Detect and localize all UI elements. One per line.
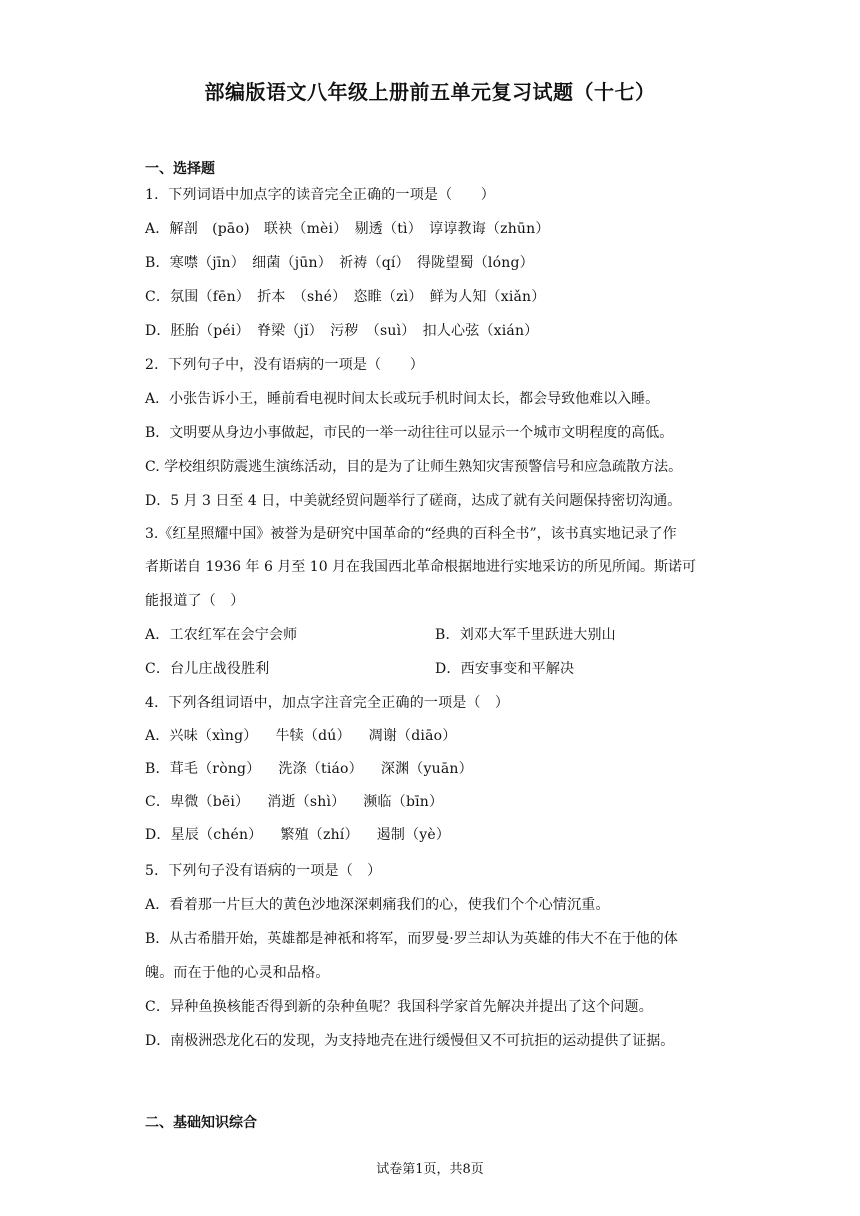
question-3-option-c: C．台儿庄战役胜利: [145, 661, 270, 677]
question-3-stem-line-1: 3.《红星照耀中国》被誉为是研究中国革命的“经典的百科全书”，该书真实地记录了作: [145, 526, 677, 542]
question-3-options-row-1: [145, 626, 725, 644]
option-label: A．: [145, 728, 170, 744]
question-4-option-c: [145, 793, 725, 811]
question-3-stem-line-3: 能报道了（ ）: [145, 593, 245, 609]
option-label: D．: [145, 827, 171, 843]
question-3-option-d: D．西安事变和平解决: [435, 661, 575, 677]
word-3: 深渊（yuān）: [380, 761, 473, 777]
word-3: 凋谢（diāo）: [368, 728, 457, 744]
word-3: 遏制（yè）: [376, 827, 451, 843]
question-1-option-b: B．寒噤（jīn） 细菌（jūn） 祈祷（qí） 得陇望蜀（lóng）: [145, 255, 534, 271]
question-1-option-d: D．胚胎（péi） 脊梁（jǐ） 污秽 （suì） 扣人心弦（xián）: [145, 323, 539, 339]
question-1-stem: 1．下列词语中加点字的读音完全正确的一项是（ ）: [145, 187, 495, 203]
question-2-stem: 2．下列句子中，没有语病的一项是（ ）: [145, 357, 424, 373]
question-1-option-a: A．解剖 (pāo) 联袂（mèi） 剔透（tì） 谆谆教诲（zhūn）: [145, 221, 550, 237]
question-2-option-b: B．文明要从身边小事做起，市民的一举一动往往可以显示一个城市文明程度的高低。: [145, 425, 674, 441]
question-5-option-b-line-1: B．从古希腊开始，英雄都是神祇和将军，而罗曼·罗兰却认为英雄的伟大不在于他的体: [145, 931, 678, 947]
question-1-option-c: C．氛围（fēn） 折本 （shé） 恣睢（zì） 鲜为人知（xiǎn）: [145, 289, 546, 305]
question-5-option-d: D．南极洲恐龙化石的发现，为支持地壳在进行缓慢但又不可抗拒的运动提供了证据。: [145, 1033, 675, 1049]
word-2: 消逝（shì）: [267, 794, 346, 810]
question-2-option-c: C. 学校组织防震逃生演练活动，目的是为了让师生熟知灾害预警信号和应急疏散方法。: [145, 459, 683, 475]
word-1: 星辰（chén）: [170, 827, 263, 843]
question-3-options-row-2: [145, 660, 725, 678]
question-2-option-a: A．小张告诉小王，睡前看电视时间太长或玩手机时间太长，都会导致他难以入睡。: [145, 391, 660, 407]
question-4-option-a: [145, 727, 725, 745]
word-2: 繁殖（zhí）: [280, 827, 359, 843]
question-5-option-a: A．看着那一片巨大的黄色沙地深深刺痛我们的心，使我们个个心情沉重。: [145, 897, 610, 913]
question-5-option-b-line-2: 魄。而在于他的心灵和品格。: [145, 965, 330, 981]
section-heading-basics: 二、基础知识综合: [145, 1115, 257, 1131]
word-2: 牛犊（dú）: [275, 728, 351, 744]
section-heading-choice: 一、选择题: [145, 161, 215, 177]
question-2-option-d: D．5 月 3 日至 4 日，中美就经贸问题举行了磋商，达成了就有关问题保持密切沟通。: [145, 493, 682, 509]
word-3: 濒临（bīn）: [363, 794, 444, 810]
option-label: C．: [145, 794, 171, 810]
word-1: 茸毛（ròng）: [169, 761, 261, 777]
question-5-stem: 5．下列句子没有语病的一项是（ ）: [145, 863, 382, 879]
page-footer: 试卷第1页，共8页: [376, 1162, 484, 1177]
option-label: B．: [145, 761, 170, 777]
question-4-option-b: [145, 760, 725, 778]
question-3-option-b: B．刘邓大军千里跃进大别山: [435, 627, 616, 643]
question-3-option-a: A．工农红军在会宁会师: [145, 627, 298, 643]
question-4-option-d: [145, 826, 725, 844]
question-5-option-c: C．异种鱼换核能否得到新的杂种鱼呢？我国科学家首先解决并提出了这个问题。: [145, 999, 653, 1015]
word-1: 卑微（bēi）: [170, 794, 250, 810]
word-2: 洗涤（tiáo）: [278, 761, 363, 777]
question-3-stem-line-2: 者斯诺自 1936 年 6 月至 10 月在我国西北革命根据地进行实地采访的所见所闻。斯诺可: [145, 559, 697, 575]
word-1: 兴味（xìng）: [169, 728, 258, 744]
page-title: 部编版语文八年级上册前五单元复习试题（十七）: [204, 80, 656, 104]
question-4-stem: 4．下列各组词语中，加点字注音完全正确的一项是（ ）: [145, 695, 510, 711]
